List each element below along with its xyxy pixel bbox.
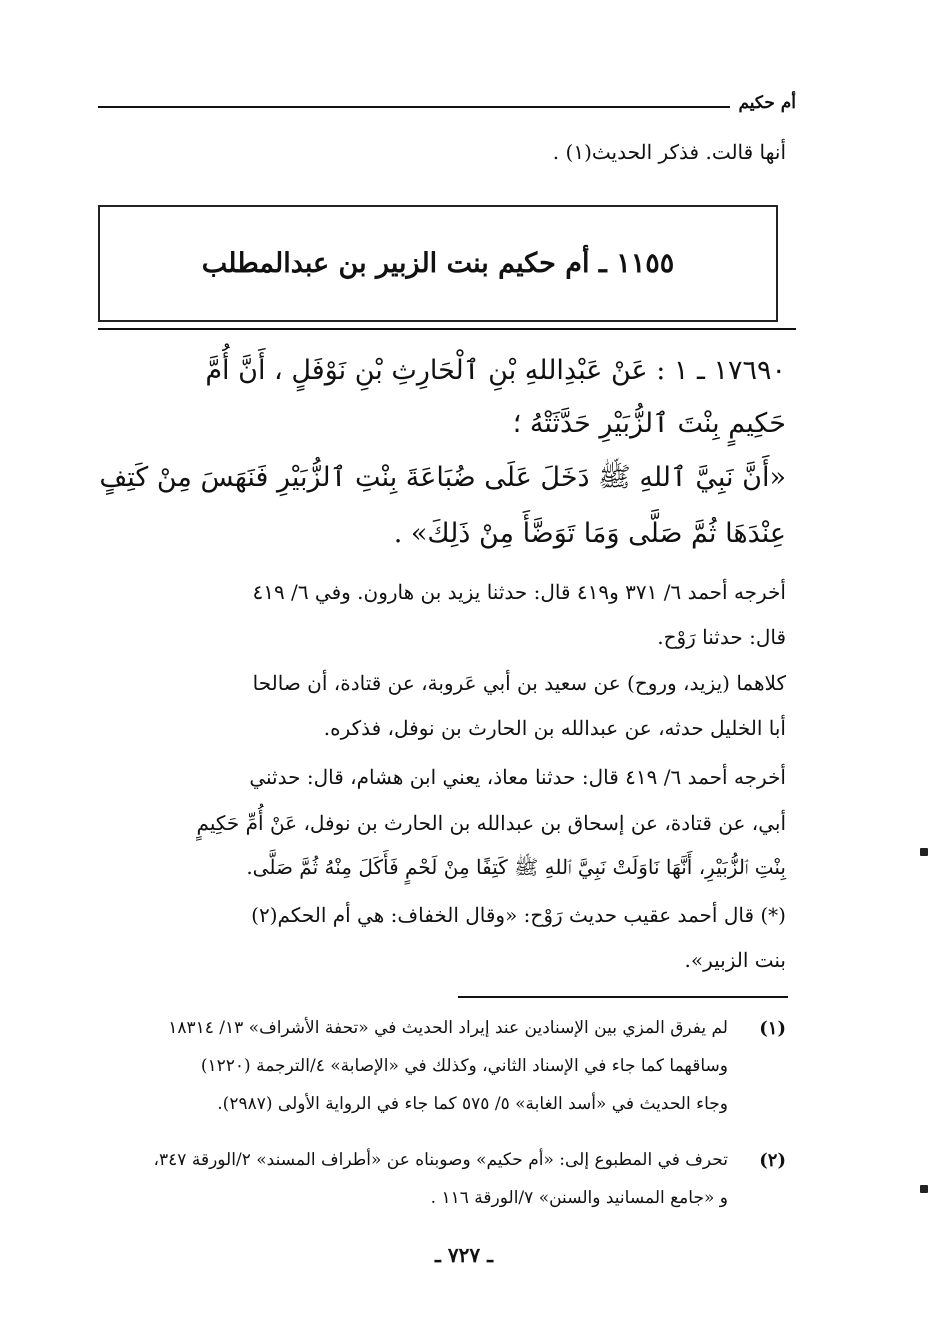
takhrij-line: بِنْتِ ٱلزُّبَيْرِ، أَنَّهَا نَاوَلَتْ نَبِيَّ ٱللهِ ﷺ كَتِفًا مِنْ لَحْمٍ فَأَكَلَ مِنْهُ ثُمَّ صَلَّى. — [246, 855, 786, 879]
header-rule — [98, 106, 730, 108]
hadith-line: ١٧٦٩٠ ـ ١ : عَنْ عَبْدِاللهِ بْنِ ٱلْحَارِثِ بْنِ نَوْفَلٍ ، أَنَّ أُمَّ — [205, 355, 786, 386]
star-note-line: (*) قال أحمد عقيب حديث رَوْح: «وقال الخفاف: هي أم الحكم(٢) — [251, 903, 786, 927]
page-number: ـ ٧٢٧ ـ — [435, 1243, 493, 1267]
running-head-title: أم حكيم — [738, 93, 796, 113]
title-underline — [98, 328, 796, 330]
takhrij-line: قال: حدثنا رَوْح. — [657, 625, 786, 649]
footnote-line: وجاء الحديث في «أسد الغابة» ٥/ ٥٧٥ كما جاء في الرواية الأولى (٢٩٨٧). — [217, 1094, 728, 1114]
footnote-line: و «جامع المسانيد والسنن» ٧/الورقة ١١٦ . — [430, 1188, 728, 1208]
chapter-title-box — [98, 205, 778, 322]
running-header — [98, 84, 796, 114]
footnote-line: وساقهما كما جاء في الإسناد الثاني، وكذلك في «الإصابة» ٤/الترجمة (١٢٢٠) — [200, 1056, 728, 1076]
footnote-rule — [458, 996, 788, 998]
takhrij-line: كلاهما (يزيد، وروح) عن سعيد بن أبي عَروبة، عن قتادة، أن صالحا — [252, 671, 786, 695]
hadith-line: عِنْدَهَا ثُمَّ صَلَّى وَمَا تَوَضَّأَ مِنْ ذَلِكَ» . — [393, 518, 786, 549]
footnote-line: لم يفرق المزي بين الإسنادين عند إيراد الحديث في «تحفة الأشراف» ١٣/ ١٨٣١٤ — [168, 1018, 728, 1038]
scan-mark — [920, 848, 928, 856]
chapter-title: ١١٥٥ ـ أم حكيم بنت الزبير بن عبدالمطلب — [201, 248, 675, 279]
intro-line: أنها قالت. فذكر الحديث(١) . — [552, 140, 786, 164]
star-note-line: بنت الزبير». — [684, 948, 786, 972]
hadith-line: حَكِيمٍ بِنْتَ ٱلزُّبَيْرِ حَدَّثَتْهُ ؛ — [512, 408, 786, 439]
footnote-line: تحرف في المطبوع إلى: «أم حكيم» وصوبناه عن «أطراف المسند» ٢/الورقة ٣٤٧، — [153, 1150, 728, 1170]
takhrij-line: أخرجه أحمد ٦/ ٤١٩ قال: حدثنا معاذ، يعني ابن هشام، قال: حدثني — [249, 765, 786, 789]
takhrij-line: أبا الخليل حدثه، عن عبدالله بن الحارث بن نوفل، فذكره. — [323, 716, 786, 740]
takhrij-line: أبي، عن قتادة، عن إسحاق بن عبدالله بن الحارث بن نوفل، عَنْ أُمِّ حَكِيمٍ — [196, 811, 786, 835]
scan-mark — [920, 1185, 928, 1193]
takhrij-line: أخرجه أحمد ٦/ ٣٧١ و٤١٩ قال: حدثنا يزيد بن هارون. وفي ٦/ ٤١٩ — [252, 580, 786, 604]
hadith-line: «أَنَّ نَبِيَّ ٱللهِ ﷺ دَخَلَ عَلَى ضُبَاعَةَ بِنْتِ ٱلزُّبَيْرِ فَنَهَسَ مِنْ كَتِفٍ — [99, 462, 786, 493]
footnote-number: (١) — [759, 1018, 786, 1039]
footnote-number: (٢) — [759, 1150, 786, 1171]
